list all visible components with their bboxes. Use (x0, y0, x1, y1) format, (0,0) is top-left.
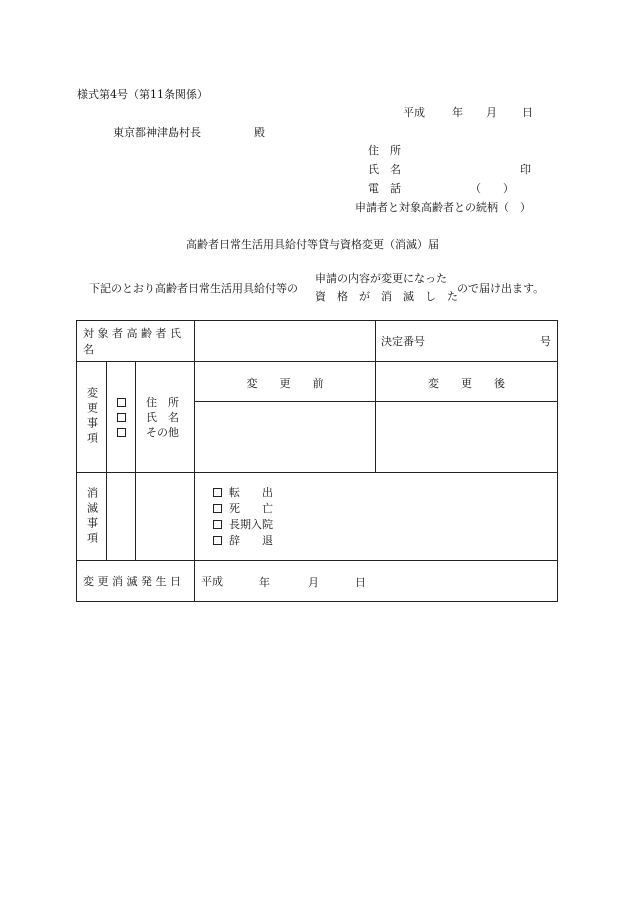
occurrence-era: 平成 (201, 575, 223, 588)
extinct-option-death (213, 501, 557, 517)
change-option-other: その他 (146, 425, 179, 439)
phone-label: 電 話 (368, 182, 401, 195)
decision-label: 決定番号 (381, 335, 425, 348)
extinct-option-death-label: 死 亡 (229, 501, 273, 515)
address-label: 住 所 (368, 144, 401, 157)
extinct-option-transfer (213, 485, 557, 501)
after-label: 変 更 後 (428, 377, 505, 390)
change-items-label: 変更事項 (85, 387, 99, 447)
extinct-option-resign (213, 533, 557, 549)
occurrence-year: 年 (259, 576, 270, 589)
occurrence-day: 日 (355, 576, 366, 589)
seal-mark: 印 (520, 163, 531, 176)
intro-option-extinct: 資 格 が 消 滅 し た (315, 290, 458, 303)
intro-suffix: ので届け出ます。 (457, 282, 545, 295)
subject-name-field[interactable] (195, 321, 376, 362)
occurrence-month: 月 (308, 576, 319, 589)
extinct-option-hospital (213, 517, 557, 533)
phone-paren: （ ） (470, 182, 514, 195)
intro-option-changed: 申請の内容が変更になった (315, 272, 447, 285)
form-number: 様式第4号（第11条関係） (77, 88, 208, 101)
addressee-honorific: 殿 (254, 126, 265, 139)
checkbox-transfer[interactable] (213, 488, 222, 497)
occurrence-date-field[interactable] (195, 561, 558, 602)
extinct-options-cell (195, 473, 558, 561)
subject-label: 対 象 者 高 齢 者 氏 名 (83, 327, 181, 356)
date-label-cell (77, 561, 195, 602)
date-year: 年 (452, 106, 463, 119)
extinct-option-hospital-label: 長期入院 (229, 517, 273, 531)
before-header (195, 362, 376, 402)
change-items-label-cell (77, 362, 107, 473)
document-title: 高齢者日常生活用具給付等貸与資格変更（消滅）届 (186, 238, 439, 251)
change-option-address: 住 所 (146, 395, 179, 409)
before-field[interactable] (195, 402, 376, 473)
extinct-blank-b (136, 473, 195, 561)
date-day: 日 (522, 106, 533, 119)
date-month: 月 (486, 106, 497, 119)
change-checkboxes-cell (107, 362, 136, 473)
name-label: 氏 名 (368, 163, 401, 176)
intro-prefix: 下記のとおり高齢者日常生活用具給付等の (89, 282, 298, 295)
extinct-row (77, 473, 558, 561)
relation-label: 申請者と対象高齢者との続柄（ ） (355, 201, 531, 214)
checkbox-address[interactable] (117, 398, 126, 407)
after-field[interactable] (376, 402, 558, 473)
extinct-option-transfer-label: 転 出 (229, 485, 273, 499)
checkbox-resign[interactable] (213, 536, 222, 545)
extinct-option-resign-label: 辞 退 (229, 533, 273, 547)
form-table (76, 320, 558, 602)
date-row (77, 561, 558, 602)
extinct-label: 消滅事項 (85, 486, 99, 547)
checkbox-hospital[interactable] (213, 520, 222, 529)
decision-number-cell[interactable] (376, 321, 558, 362)
before-label: 変 更 前 (246, 377, 324, 390)
subject-row (77, 321, 558, 362)
after-header (376, 362, 558, 402)
checkbox-death[interactable] (213, 504, 222, 513)
checkbox-other[interactable] (117, 428, 126, 437)
change-header-row (77, 362, 558, 402)
checkbox-name[interactable] (117, 413, 126, 422)
extinct-label-cell (77, 473, 107, 561)
extinct-blank-a (107, 473, 136, 561)
decision-suffix: 号 (540, 335, 551, 348)
occurrence-date-label: 変 更 消 滅 発 生 日 (83, 575, 181, 588)
date-era: 平成 (403, 106, 425, 119)
subject-label-cell (77, 321, 195, 362)
change-option-name: 氏 名 (146, 410, 179, 424)
addressee-name: 東京都神津島村長 (113, 126, 201, 139)
change-options-cell (136, 362, 195, 473)
